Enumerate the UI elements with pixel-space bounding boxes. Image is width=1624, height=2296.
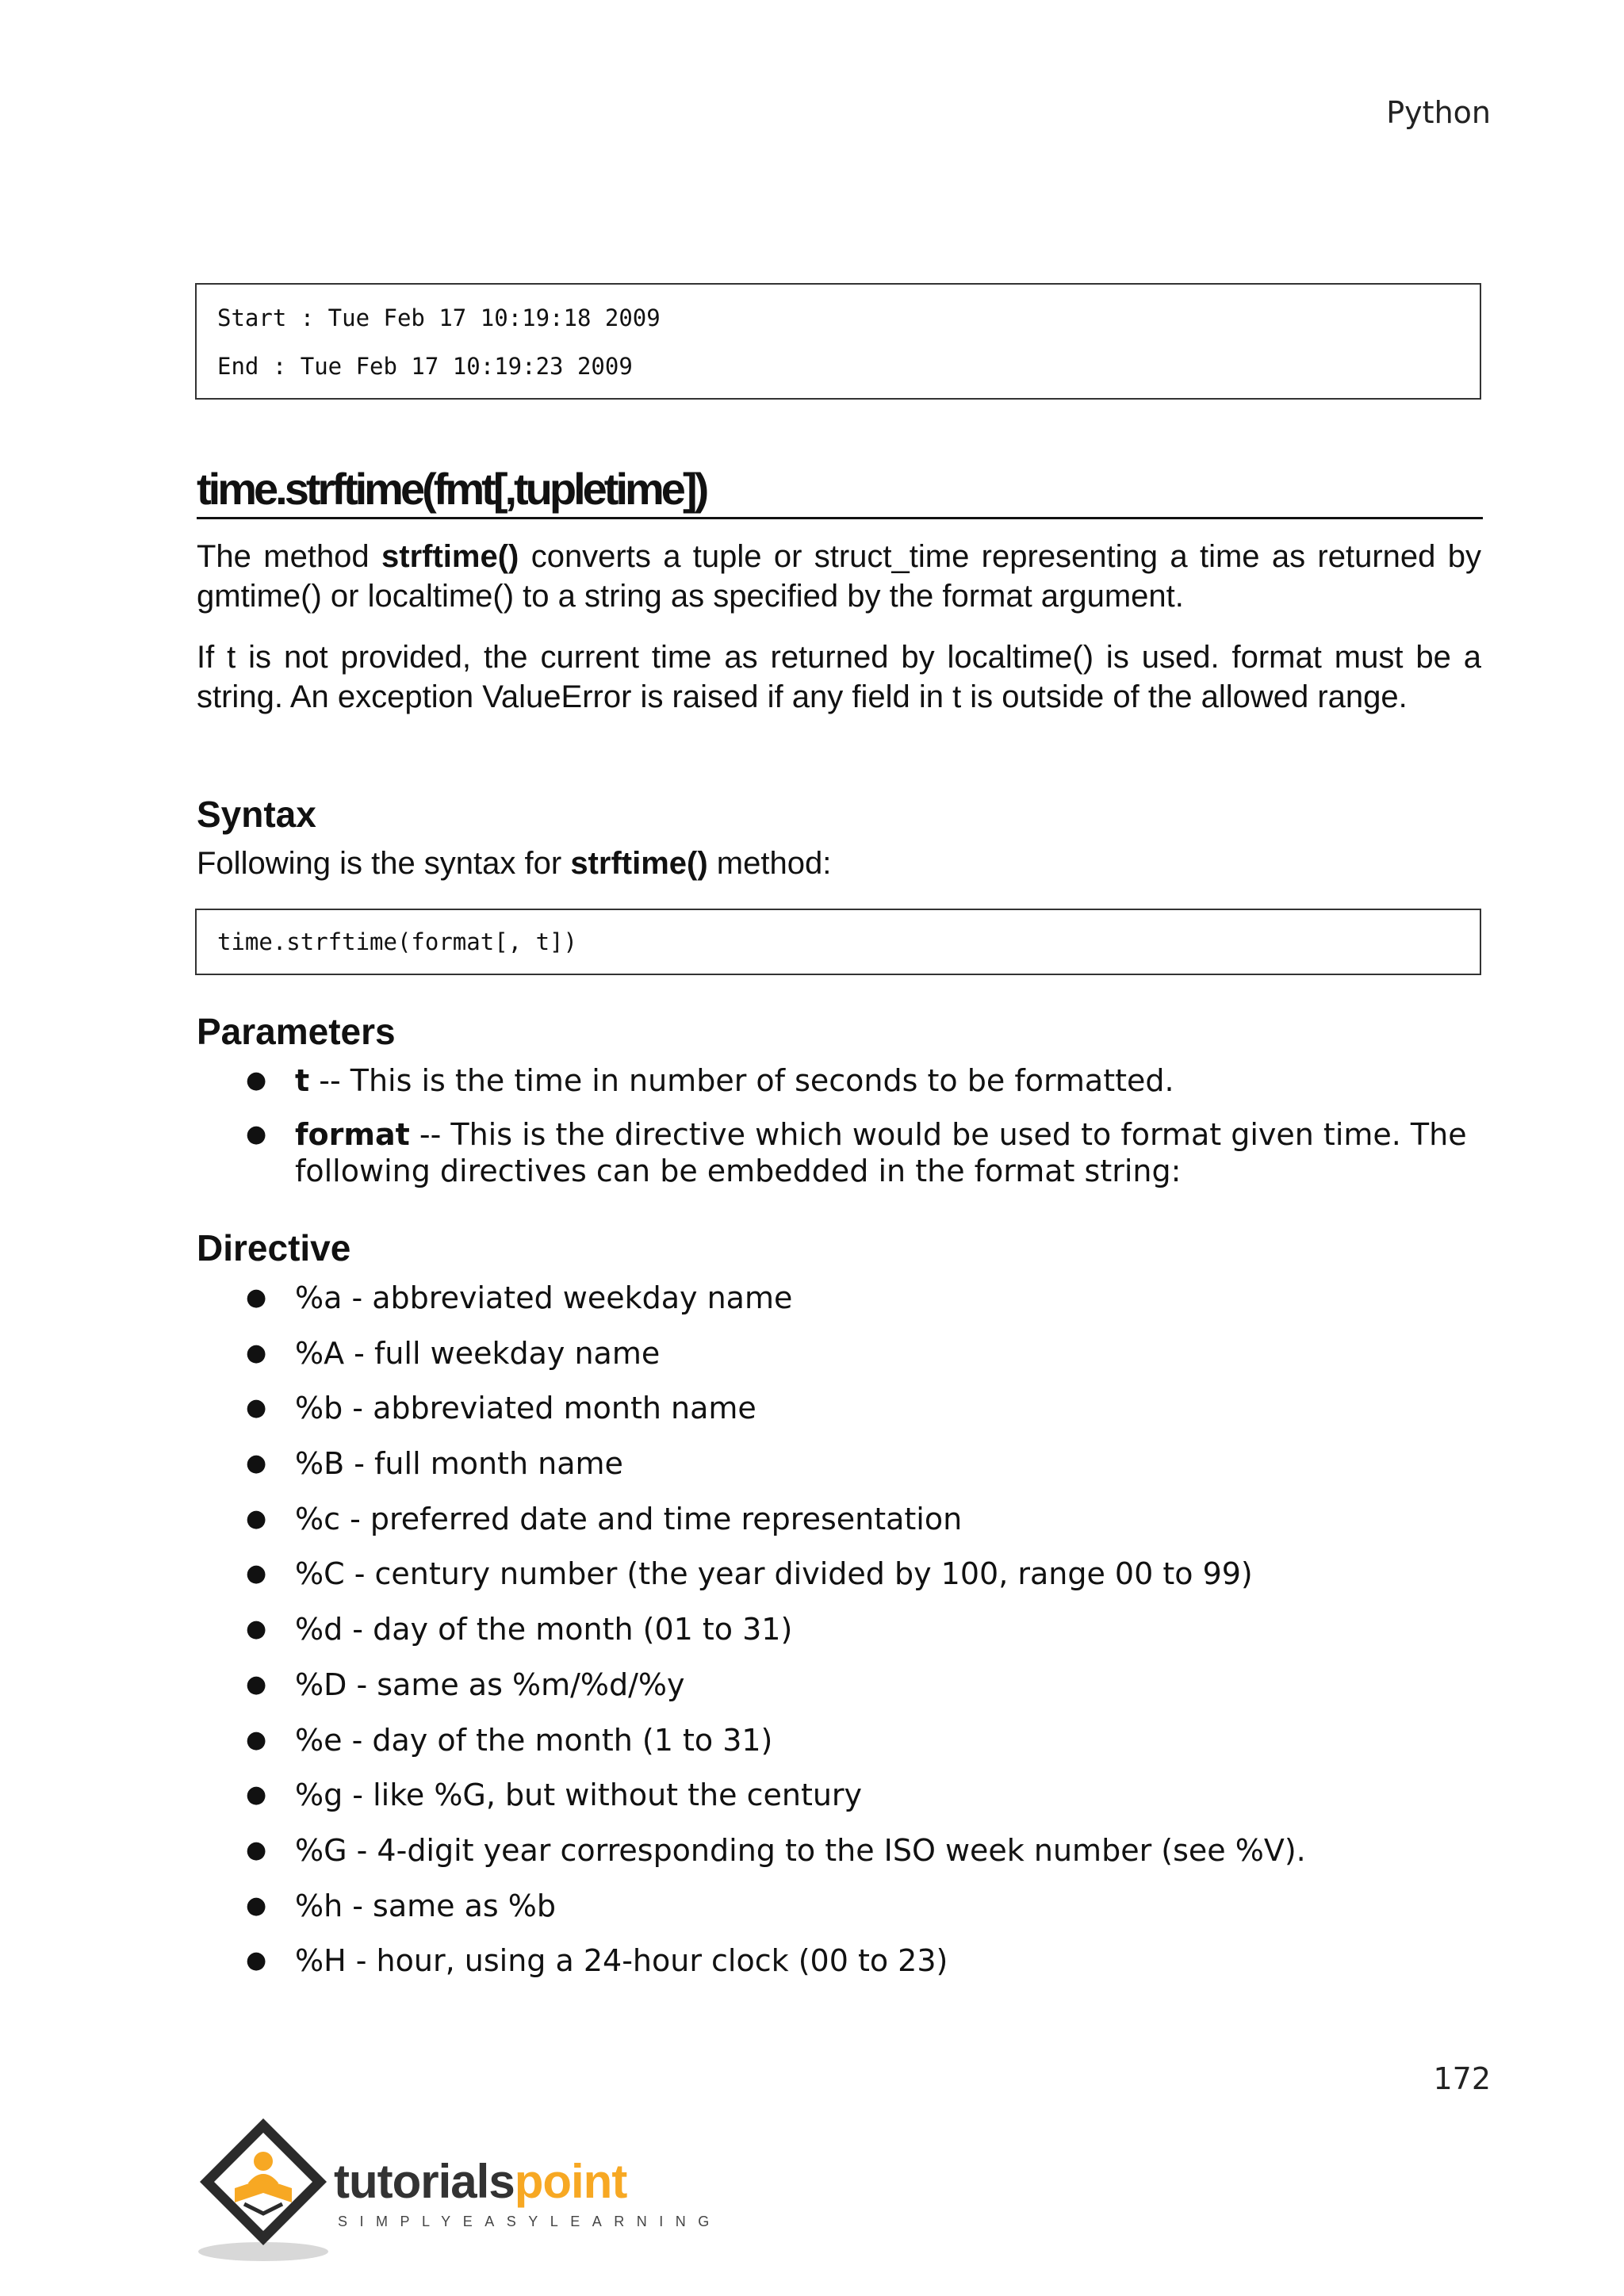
directive-text: %b - abbreviated month name [295,1391,756,1426]
directive-text: %H - hour, using a 24-hour clock (00 to 23) [295,1943,948,1979]
bullet-icon: ● [246,1338,267,1367]
list-item [197,1667,1481,1722]
syntax-intro-code: strftime() [570,846,708,881]
directive-text: %B - full month name [295,1446,623,1482]
directive-text: %e - day of the month (1 to 31) [295,1722,773,1758]
bullet-icon: ● [246,1120,267,1148]
bullet-icon: ● [246,1066,267,1094]
logo-tagline: SIMPLYEASYLEARNING [338,2214,722,2229]
list-item [197,1116,1481,1189]
bullet-icon: ● [246,1781,267,1809]
method-description-prefix: The method [197,539,382,574]
bullet-icon: ● [246,1891,267,1919]
logo-icon [195,2109,334,2267]
directive-text: %h - same as %b [295,1888,557,1923]
bullet-icon: ● [246,1725,267,1754]
directive-text: %c - preferred date and time representation [295,1501,963,1536]
method-description-suffix: converts a tuple or struct_time representing a time as returned by gmtime() or localtime() to a string as specified by the format argument. [197,539,1481,614]
directive-text: %g - like %G, but without the century [295,1777,863,1813]
directive-text: %D - same as %m/%d/%y [295,1667,685,1702]
list-item [197,1335,1481,1391]
directive-text: %C - century number (the year divided by 100, range 00 to 99) [295,1556,1253,1592]
list-item [197,1445,1481,1501]
directive-text: %d - day of the month (01 to 31) [295,1612,793,1647]
list-item [197,1062,1481,1099]
param-desc: -- This is the directive which would be used to format given time. The following directives can be embedded in the format string: [295,1117,1467,1188]
list-item [197,1832,1481,1888]
list-item [197,1390,1481,1445]
logo-text-part-2: point [514,2155,627,2208]
bullet-icon: ● [246,1504,267,1533]
list-item [197,1888,1481,1943]
list-item [197,1501,1481,1556]
bullet-icon: ● [246,1670,267,1698]
directive-text: %a - abbreviated weekday name [295,1280,793,1315]
syntax-intro-prefix: Following is the syntax for [197,846,571,881]
syntax-code-block [195,909,1481,975]
logo-text-part-1: tutorials [334,2155,515,2208]
parameters-heading: Parameters [197,1011,396,1052]
bullet-icon: ● [246,1835,267,1864]
syntax-code-line: time.strftime(format[, t]) [217,928,577,955]
bullet-icon: ● [246,1615,267,1644]
param-desc: -- This is the time in number of seconds to be formatted. [309,1063,1174,1098]
bullet-icon: ● [246,1284,267,1311]
directive-heading: Directive [197,1227,351,1269]
directive-text: %G - 4-digit year corresponding to the ISO week number (see %V). [295,1832,1306,1868]
bullet-icon: ● [246,1559,267,1588]
param-name: t [295,1063,310,1098]
bullet-icon: ● [246,1449,267,1478]
parameters-list [197,1062,1481,1208]
output-line-start: Start : Tue Feb 17 10:19:18 2009 [217,304,661,331]
syntax-intro [197,844,1481,883]
list-item [197,1556,1481,1611]
syntax-heading: Syntax [197,794,316,835]
list-item [197,1280,1481,1335]
directive-list [197,1280,1481,1998]
tutorialspoint-logo [195,2109,722,2267]
method-description [197,537,1481,616]
output-line-end: End : Tue Feb 17 10:19:23 2009 [217,353,633,380]
header-title: Python [1386,95,1491,130]
logo-wordmark [334,2155,627,2208]
list-item [197,1611,1481,1667]
bullet-icon: ● [246,1394,267,1422]
syntax-intro-suffix: method: [707,846,832,881]
list-item [197,1777,1481,1832]
param-name: format [295,1117,410,1152]
list-item [197,1942,1481,1998]
bullet-icon: ● [246,1946,267,1975]
list-item [197,1722,1481,1777]
method-description-code: strftime() [381,539,519,574]
directive-text: %A - full weekday name [295,1335,661,1371]
method-heading: time.strftime(fmt[,tupletime]) [197,461,1483,519]
output-code-block [195,283,1481,400]
method-details: If t is not provided, the current time as returned by localtime() is used. format must be a string. An exception ValueError is raised if any field in t is outside of the allowed range. [197,640,1481,714]
page-number: 172 [1433,2061,1491,2096]
